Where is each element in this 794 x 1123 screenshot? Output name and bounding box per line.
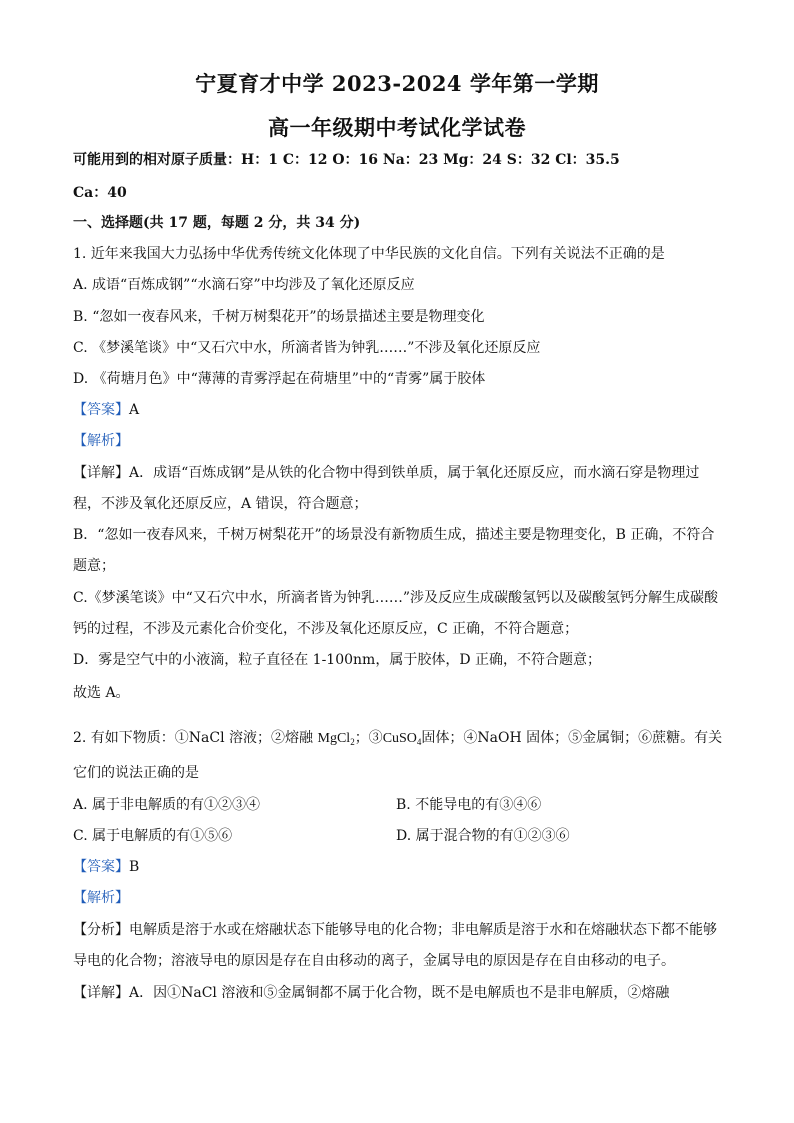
detail-text: A．因①NaCl 溶液和⑤金属铜都不属于化合物，既不是电解质也不是非电解质，②熔融 <box>129 985 670 1001</box>
question-1-stem: 1. 近年来我国大力弘扬中华优秀传统文化体现了中华民族的文化自信。下列有关说法不正确的是 <box>73 246 665 262</box>
question-1-detail-1a <box>73 463 733 483</box>
detail-tag: 【详解】 <box>73 465 129 481</box>
question-2-detail-1 <box>73 983 733 1003</box>
question-1-conclusion: 故选 A。 <box>73 685 130 701</box>
question-2-analysis-tag <box>73 888 733 908</box>
question-2-stem <box>73 728 733 752</box>
question-1-option-b: B. “忽如一夜春风来，千树万树梨花开”的场景描述主要是物理变化 <box>73 309 485 325</box>
question-1-option-d: D. 《荷塘月色》中“薄薄的青雾浮起在荷塘里”中的“青雾”属于胶体 <box>73 371 486 387</box>
question-1-detail-3a: C.《梦溪笔谈》中“又石穴中水，所滴者皆为钟乳……”涉及反应生成碳酸氢钙以及碳酸氢钙分解生成碳酸 <box>73 590 718 606</box>
detail-text: A．成语“百炼成钢”是从铁的化合物中得到铁单质，属于氧化还原反应，而水滴石穿是物理过 <box>129 465 700 481</box>
question-1-option-a: A. 成语“百炼成钢”“水滴石穿”中均涉及了氧化还原反应 <box>73 277 415 293</box>
cuso4-formula <box>383 731 422 746</box>
atomic-mass-line-2: Ca：40 <box>73 185 127 201</box>
question-1-option-c: C. 《梦溪笔谈》中“又石穴中水，所滴者皆为钟乳……”不涉及氧化还原反应 <box>73 340 541 356</box>
answer-tag: 【答案】 <box>73 402 129 418</box>
question-2-answer <box>73 857 733 877</box>
question-1-answer <box>73 400 733 420</box>
question-1-detail-4: D．雾是空气中的小液滴，粒子直径在 1-100nm，属于胶体，D 正确，不符合题意； <box>73 652 601 668</box>
answer-tag: 【答案】 <box>73 859 129 875</box>
question-2-option-c: C. 属于电解质的有①⑤⑥ <box>73 828 233 844</box>
question-2-option-d: D. 属于混合物的有①②③⑥ <box>396 828 570 844</box>
exam-title: 宁夏育才中学 2023-2024 学年第一学期 <box>195 71 599 96</box>
question-2-fenxi-1 <box>73 920 733 940</box>
analysis-tag: 【解析】 <box>73 433 129 449</box>
section-heading: 一、选择题(共 17 题，每题 2 分，共 34 分) <box>73 215 361 231</box>
mgcl2-main: MgCl <box>317 731 351 746</box>
question-2-options-row-1 <box>73 795 733 815</box>
mgcl2-formula <box>318 731 355 746</box>
question-2-option-a: A. 属于非电解质的有①②③④ <box>73 797 261 813</box>
question-2-options-row-2 <box>73 826 733 846</box>
fenxi-text: 电解质是溶于水或在熔融状态下能够导电的化合物；非电解质是溶于水和在熔融状态下都不能够 <box>129 922 717 938</box>
q2-stem-part2: ；③ <box>354 730 383 746</box>
detail-tag: 【详解】 <box>73 985 129 1001</box>
q2-stem-part3: 固体；④NaOH 固体；⑤金属铜；⑥蔗糖。有关 <box>421 730 723 746</box>
atomic-mass-line-1: 可能用到的相对原子质量：H：1 C：12 O：16 Na：23 Mg：24 S：32 Cl：35.5 <box>73 152 620 168</box>
mgcl2-sub: 2 <box>350 737 355 747</box>
cuso4-sub: 4 <box>416 737 422 747</box>
question-2-option-b: B. 不能导电的有③④⑥ <box>396 797 542 813</box>
question-1-detail-1b: 程，不涉及氧化还原反应，A 错误，符合题意； <box>73 496 368 512</box>
analysis-tag: 【解析】 <box>73 890 129 906</box>
question-1-analysis-tag <box>73 431 733 451</box>
question-2-stem-line2: 它们的说法正确的是 <box>73 765 199 781</box>
answer-value: A <box>129 402 140 418</box>
cuso4-main: CuSO <box>382 731 417 746</box>
question-1-detail-2b: 题意； <box>73 558 115 574</box>
question-2-fenxi-2: 导电的化合物；溶液导电的原因是存在自由移动的离子，金属导电的原因是存在自由移动的电子。 <box>73 953 675 969</box>
q2-stem-part1: 2. 有如下物质：①NaCl 溶液；②熔融 <box>73 730 318 746</box>
question-1-detail-3b: 钙的过程，不涉及元素化合价变化，不涉及氧化还原反应，C 正确，不符合题意； <box>73 621 579 637</box>
answer-value: B <box>129 859 140 875</box>
question-1-detail-2a: B．“忽如一夜春风来，千树万树梨花开”的场景没有新物质生成，描述主要是物理变化，B 正确，不符合 <box>73 527 715 543</box>
exam-subtitle: 高一年级期中考试化学试卷 <box>268 115 526 140</box>
fenxi-tag: 【分析】 <box>73 922 129 938</box>
